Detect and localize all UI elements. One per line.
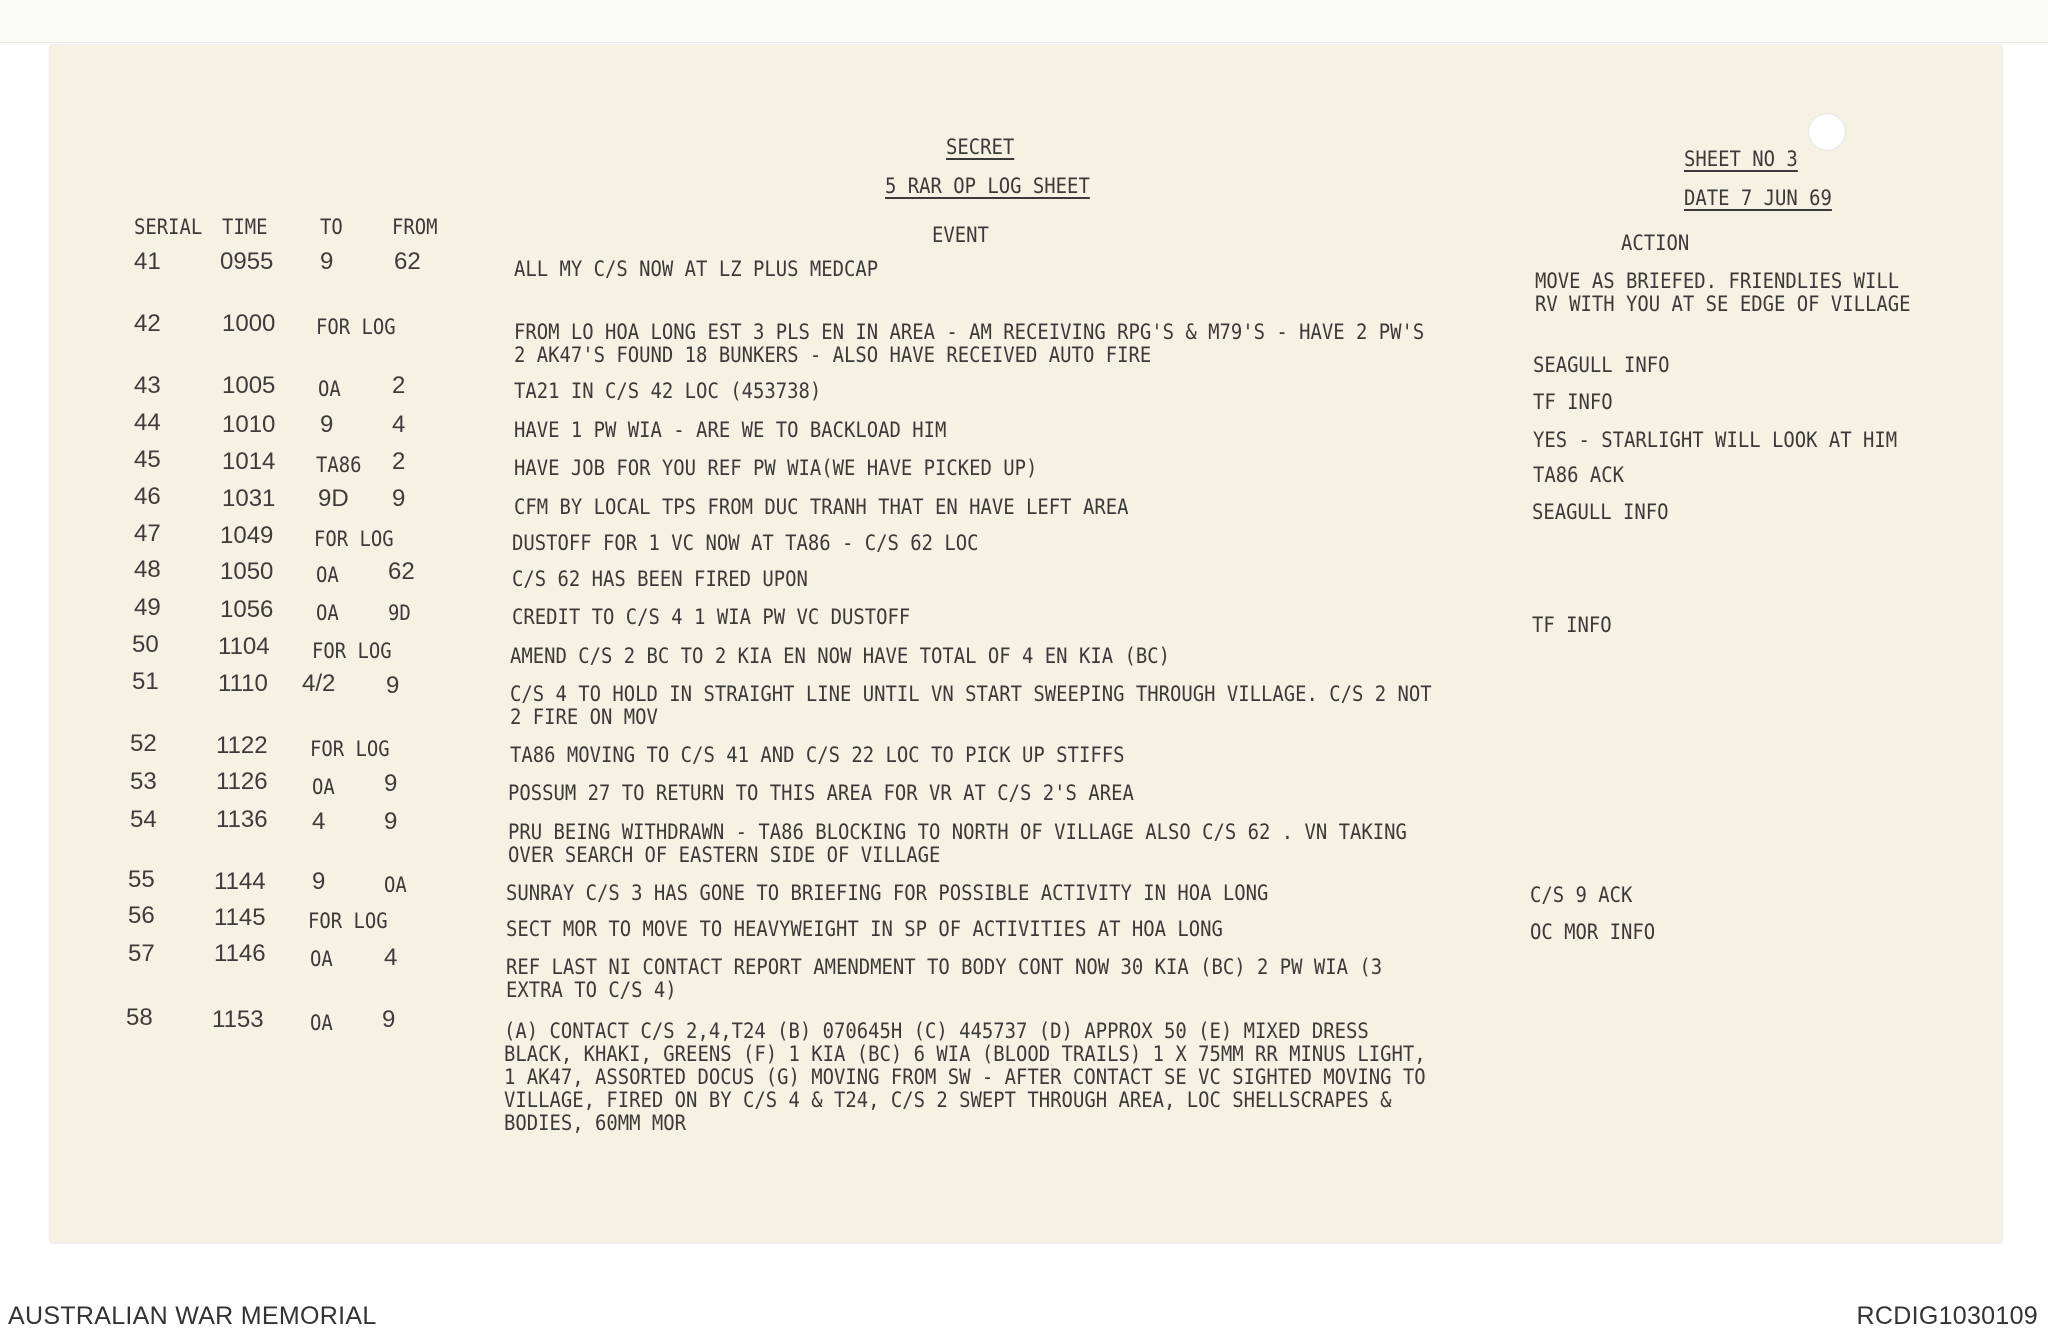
from-cell: 62 (394, 248, 421, 275)
event-cell: POSSUM 27 TO RETURN TO THIS AREA FOR VR AT C/S 2'S AREA (508, 781, 1134, 805)
serial-cell: 48 (134, 556, 161, 583)
column-header-event: EVENT (932, 223, 989, 247)
time-cell: 1126 (216, 768, 268, 795)
event-cell: HAVE JOB FOR YOU REF PW WIA(WE HAVE PICKED UP) (514, 456, 1038, 480)
serial-cell: 42 (134, 310, 161, 337)
serial-cell: 52 (130, 730, 157, 757)
event-cell: ALL MY C/S NOW AT LZ PLUS MEDCAP (514, 257, 879, 281)
to-cell: FOR LOG (308, 909, 388, 933)
column-header-to: TO (320, 215, 343, 239)
sheet-date: DATE 7 JUN 69 (1684, 186, 1832, 210)
event-cell: REF LAST NI CONTACT REPORT AMENDMENT TO BODY CONT NOW 30 KIA (BC) 2 PW WIA (3 EXTRA TO C/S 4) (506, 955, 1383, 1002)
serial-cell: 41 (134, 248, 161, 275)
event-cell: (A) CONTACT C/S 2,4,T24 (B) 070645H (C) 445737 (D) APPROX 50 (E) MIXED DRESS BLACK, KHAKI, GREENS (F) 1 KIA (BC) 6 WIA (BLOOD TRAILS) 1 X 75MM RR MINUS LIGHT, 1 AK47, ASSORTED DOCUS (G) MOVING FROM SW - AFTER CONTACT SE VC SIGHTED MOVING TO VILLAGE, FIRED ON BY C/S 4 & T24, C/S 2 SWEPT THROUGH AREA, LOC SHELLSCRAPES & BODIES, 60MM MOR (504, 1019, 1426, 1135)
serial-cell: 49 (134, 594, 161, 621)
serial-cell: 47 (134, 520, 161, 547)
time-cell: 1153 (212, 1006, 264, 1033)
serial-cell: 43 (134, 372, 161, 399)
time-cell: 1145 (214, 904, 266, 931)
to-cell: 4/2 (302, 670, 336, 697)
serial-cell: 53 (130, 768, 157, 795)
to-cell: TA86 (316, 453, 362, 477)
classification-heading: SECRET (946, 135, 1015, 159)
time-cell: 1144 (214, 868, 266, 895)
action-cell: MOVE AS BRIEFED. FRIENDLIES WILL RV WITH YOU AT SE EDGE OF VILLAGE (1535, 269, 1911, 316)
time-cell: 1104 (218, 633, 270, 660)
to-cell: 9 (320, 411, 334, 438)
time-cell: 1146 (214, 940, 266, 967)
column-header-serial: SERIAL (134, 215, 203, 239)
to-cell: 9 (312, 868, 326, 895)
column-header-action: ACTION (1621, 231, 1690, 255)
to-cell: 4 (312, 808, 326, 835)
serial-cell: 56 (128, 902, 155, 929)
to-cell: OA (318, 377, 341, 401)
event-cell: TA86 MOVING TO C/S 41 AND C/S 22 LOC TO PICK UP STIFFS (510, 743, 1125, 767)
action-cell: TF INFO (1532, 613, 1612, 637)
to-cell: OA (312, 775, 335, 799)
from-cell: 4 (384, 944, 398, 971)
to-cell: FOR LOG (316, 315, 396, 339)
action-cell: TA86 ACK (1533, 463, 1625, 487)
serial-cell: 51 (132, 668, 159, 695)
to-cell: FOR LOG (312, 639, 392, 663)
from-cell: 9 (384, 770, 398, 797)
event-cell: SUNRAY C/S 3 HAS GONE TO BRIEFING FOR POSSIBLE ACTIVITY IN HOA LONG (506, 881, 1269, 905)
event-cell: SECT MOR TO MOVE TO HEAVYWEIGHT IN SP OF ACTIVITIES AT HOA LONG (506, 917, 1223, 941)
from-cell: 2 (392, 448, 406, 475)
to-cell: OA (316, 601, 339, 625)
from-cell: 9 (392, 485, 406, 512)
time-cell: 1056 (220, 596, 274, 623)
serial-cell: 46 (134, 483, 161, 510)
action-cell: OC MOR INFO (1530, 920, 1656, 944)
action-cell: SEAGULL INFO (1533, 353, 1670, 377)
to-cell: FOR LOG (310, 737, 390, 761)
from-cell: OA (384, 873, 407, 897)
event-cell: C/S 4 TO HOLD IN STRAIGHT LINE UNTIL VN START SWEEPING THROUGH VILLAGE. C/S 2 NOT 2 FIRE ON MOV (510, 682, 1432, 729)
event-cell: FROM LO HOA LONG EST 3 PLS EN IN AREA - AM RECEIVING RPG'S & M79'S - HAVE 2 PW'S 2 AK47'S FOUND 18 BUNKERS - ALSO HAVE RECEIVED AUTO FIRE (514, 320, 1425, 367)
serial-cell: 55 (128, 866, 155, 893)
from-cell: 62 (388, 558, 415, 585)
event-cell: TA21 IN C/S 42 LOC (453738) (514, 379, 822, 403)
document-title: 5 RAR OP LOG SHEET (885, 174, 1090, 198)
serial-cell: 57 (128, 940, 155, 967)
time-cell: 1110 (218, 670, 268, 697)
action-cell: SEAGULL INFO (1532, 500, 1669, 524)
from-cell: 9 (386, 672, 400, 699)
event-cell: C/S 62 HAS BEEN FIRED UPON (512, 567, 808, 591)
punch-hole (1808, 113, 1846, 151)
event-cell: AMEND C/S 2 BC TO 2 KIA EN NOW HAVE TOTAL OF 4 EN KIA (BC) (510, 644, 1170, 668)
to-cell: FOR LOG (314, 527, 394, 551)
to-cell: 9D (318, 485, 349, 512)
time-cell: 1136 (216, 806, 268, 833)
time-cell: 1050 (220, 558, 274, 585)
time-cell: 1049 (220, 522, 274, 549)
serial-cell: 45 (134, 446, 161, 473)
top-margin (0, 0, 2048, 43)
serial-cell: 44 (134, 409, 161, 436)
event-cell: CREDIT TO C/S 4 1 WIA PW VC DUSTOFF (512, 605, 911, 629)
serial-cell: 50 (132, 631, 159, 658)
time-cell: 1122 (216, 732, 268, 759)
from-cell: 9 (382, 1006, 396, 1033)
to-cell: OA (310, 1011, 333, 1035)
archive-credit: AUSTRALIAN WAR MEMORIAL (8, 1302, 377, 1330)
sheet-number: SHEET NO 3 (1684, 147, 1798, 171)
time-cell: 0955 (220, 248, 274, 275)
from-cell: 9 (384, 808, 398, 835)
to-cell: OA (316, 563, 339, 587)
action-cell: YES - STARLIGHT WILL LOOK AT HIM (1533, 428, 1898, 452)
from-cell: 2 (392, 372, 406, 399)
from-cell: 9D (388, 601, 411, 625)
time-cell: 1014 (222, 448, 276, 475)
to-cell: OA (310, 947, 333, 971)
event-cell: HAVE 1 PW WIA - ARE WE TO BACKLOAD HIM (514, 418, 947, 442)
from-cell: 4 (392, 411, 406, 438)
serial-cell: 58 (126, 1004, 153, 1031)
event-cell: PRU BEING WITHDRAWN - TA86 BLOCKING TO NORTH OF VILLAGE ALSO C/S 62 . VN TAKING OVER SEARCH OF EASTERN SIDE OF VILLAGE (508, 820, 1407, 867)
serial-cell: 54 (130, 806, 157, 833)
action-cell: C/S 9 ACK (1530, 883, 1633, 907)
column-header-time: TIME (222, 215, 268, 239)
event-cell: DUSTOFF FOR 1 VC NOW AT TA86 - C/S 62 LOC (512, 531, 979, 555)
time-cell: 1005 (222, 372, 276, 399)
time-cell: 1010 (222, 411, 276, 438)
event-cell: CFM BY LOCAL TPS FROM DUC TRANH THAT EN HAVE LEFT AREA (514, 495, 1129, 519)
to-cell: 9 (320, 248, 334, 275)
column-header-from: FROM (392, 215, 438, 239)
action-cell: TF INFO (1533, 390, 1613, 414)
time-cell: 1000 (222, 310, 276, 337)
time-cell: 1031 (222, 485, 276, 512)
record-id: RCDIG1030109 (1856, 1302, 2038, 1330)
